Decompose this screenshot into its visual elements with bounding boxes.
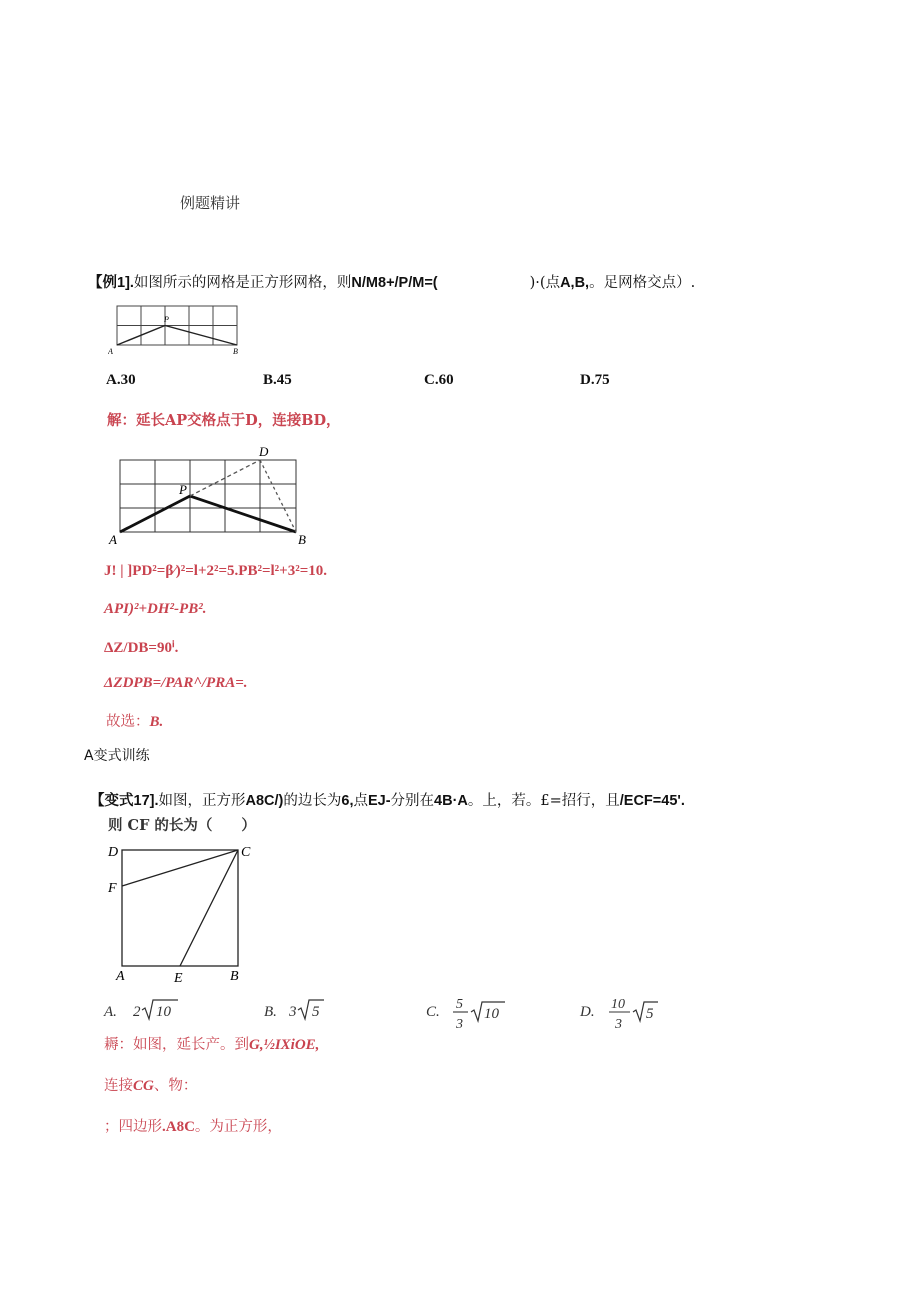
variant1-option-b-rad: 5 <box>312 1004 320 1020</box>
example1-tail: )·(点 <box>529 275 561 291</box>
solution1-triangle-path <box>120 496 296 532</box>
variant1-b2: 6, <box>341 793 354 809</box>
solution2-line1-bold: G,½IXiOE, <box>249 1037 320 1053</box>
fig3-label-a: A <box>116 969 125 984</box>
solution1-grid-figure <box>105 440 315 548</box>
section-title: 例题精讲 <box>180 194 241 212</box>
variant1-option-b-letter: B. <box>264 1004 277 1020</box>
variant1-text4: 分别在 <box>390 793 435 809</box>
example1-option-c: C.60 <box>424 372 454 388</box>
fig2-label-a: A <box>109 532 117 547</box>
variant1-text3: 点 <box>353 793 368 809</box>
variant1-question <box>90 789 685 810</box>
variant1-option-b-coef: 3 <box>289 1004 297 1020</box>
example1-text: 如图所示的网格是正方形网格，则 <box>133 275 352 291</box>
variant1-option-c-num: 5 <box>456 997 463 1012</box>
variant1-text5: 。上，若。£=招行，且 <box>467 793 620 809</box>
variant1-option-a-rad: 10 <box>156 1004 171 1020</box>
variant1-text2: 的边长为 <box>283 793 342 809</box>
solution1-answer <box>106 710 163 731</box>
solution2-line2-bold: CG <box>133 1078 154 1094</box>
solution2-line3 <box>104 1115 282 1136</box>
fig3-label-b: B <box>230 969 239 984</box>
variant1-text1: 如图，正方形 <box>158 793 246 809</box>
variant1-b3: EJ- <box>367 793 391 809</box>
fig3-label-f: F <box>108 881 117 896</box>
solution1-answer-value: B. <box>149 714 164 730</box>
variant1-b5: /ECF=45'. <box>619 793 685 809</box>
solution1-line2: API)²+DH²-PB². <box>104 601 207 617</box>
example1-tail2: 。足网格交点）. <box>589 275 696 291</box>
variant1-b1: A8C/) <box>245 793 284 809</box>
variant1-option-a-coef: 2 <box>133 1004 141 1020</box>
fig2-label-b: B <box>298 532 306 547</box>
example1-expr: N/M8+/P/M=( <box>351 275 438 291</box>
fig3-label-d: D <box>108 845 119 860</box>
example1-triangle-path <box>117 326 237 346</box>
variant1-question-cont: 则 CF 的长为（ ） <box>108 817 256 834</box>
example1-option-b: B.45 <box>263 372 292 388</box>
solution1-line1: J! | ]PD²=β⁄)²=l+2²=5.PB²=l²+3²=10. <box>104 563 328 579</box>
fig3-label-c: C <box>241 845 251 860</box>
solution2-line2 <box>104 1074 197 1095</box>
solution2-line3-bold: .A8C <box>162 1119 195 1135</box>
example1-grid-figure <box>108 302 248 358</box>
variant1-options <box>100 992 680 1036</box>
variant1-b4: 4B·A <box>434 793 468 809</box>
variant1-tag: 【变式17]. <box>90 793 159 809</box>
solution2-line2-prefix: 连接 <box>104 1078 133 1094</box>
solution2-line3-suffix: 。为正方形， <box>194 1119 282 1135</box>
example1-tag: 【例1]. <box>88 275 134 291</box>
solution2-line1 <box>104 1033 319 1054</box>
variant1-ce-line <box>180 850 238 966</box>
fig1-label-b: B <box>233 347 238 356</box>
variant1-option-d-letter: D. <box>580 1004 595 1020</box>
example1-question <box>88 271 695 292</box>
variant1-option-d-den: 3 <box>615 1017 622 1032</box>
solution2-line2-suffix: 、物： <box>153 1078 198 1094</box>
variant1-option-c-rad: 10 <box>484 1006 499 1022</box>
variant1-square-figure <box>104 838 264 988</box>
solution1-line4: ΔZDPB=/PAR^/PRA=. <box>104 675 248 691</box>
fig2-label-p: P <box>179 482 187 497</box>
variant1-option-c-den: 3 <box>456 1017 463 1032</box>
solution2-line1-prefix: 耨：如图，延长产。到 <box>104 1037 249 1053</box>
variant1-option-c-letter: C. <box>426 1004 440 1020</box>
variant-title: A变式训练 <box>84 748 150 764</box>
solution1-line3: ΔZ/DB=90ⁱ. <box>104 640 179 656</box>
example1-option-d: D.75 <box>580 372 610 388</box>
fig1-label-a: A <box>108 347 113 356</box>
solution1-answer-prefix: 故选： <box>106 714 150 730</box>
fig2-label-d: D <box>259 444 269 459</box>
variant1-option-d-rad: 5 <box>646 1006 654 1022</box>
fig1-label-p: P <box>164 315 169 324</box>
variant1-option-d-num: 10 <box>611 997 625 1012</box>
variant1-cf-line <box>122 850 238 886</box>
variant1-option-a-letter: A. <box>104 1004 117 1020</box>
example1-option-a: A.30 <box>106 372 136 388</box>
variant1-option-b-sqrt-icon <box>298 1000 324 1019</box>
solution1-head: 解：延长AP交格点于D，连接BD， <box>107 412 341 429</box>
example1-points: A,B, <box>560 275 590 291</box>
solution2-line3-prefix: ；四边形 <box>104 1119 162 1135</box>
fig3-label-e: E <box>174 971 183 986</box>
